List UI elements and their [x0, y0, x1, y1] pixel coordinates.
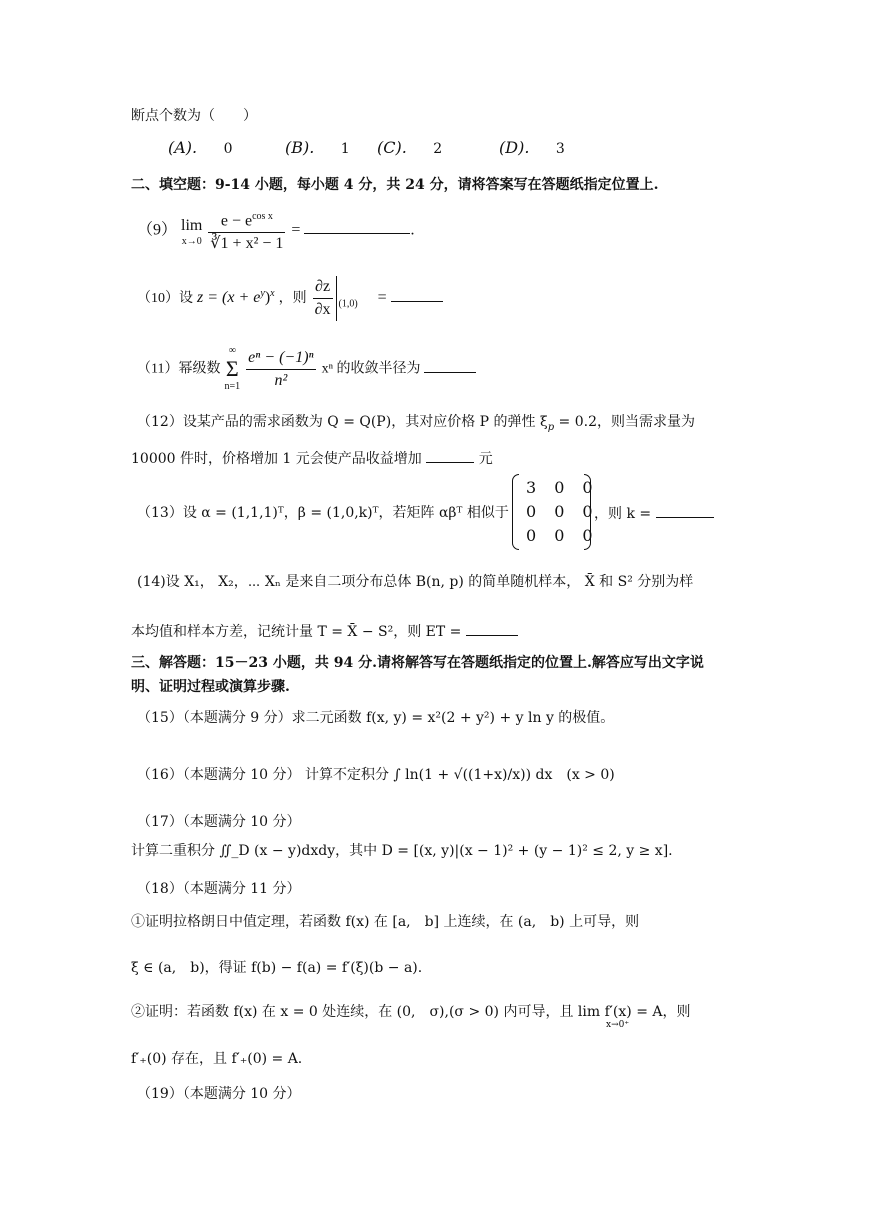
q11-sum-top: ∞	[228, 345, 236, 356]
q9-lim: lim	[181, 216, 203, 234]
option-b-label: (B).	[285, 138, 315, 157]
q11-fraction	[246, 347, 315, 392]
q13-after-line	[594, 503, 714, 524]
q10-mid: ，则	[278, 291, 307, 307]
q10-close: )	[264, 289, 271, 307]
matrix-row-3	[526, 526, 593, 545]
matrix-cell: 0	[582, 526, 593, 545]
q12-line2-end: 元	[478, 451, 493, 467]
option-a	[168, 138, 233, 157]
option-c-value: 2	[433, 141, 443, 157]
q9-end: .	[410, 221, 415, 239]
option-a-label: (A).	[168, 138, 198, 157]
section2-header: 二、填空题：9-14 小题，每小题 4 分，共 24 分，请将答案写在答题纸指定位置上.	[131, 177, 659, 193]
matrix-row-1	[526, 478, 593, 497]
q11	[137, 345, 476, 393]
q18-part2a: ②证明：若函数 f(x) 在 x = 0 处连续，在 (0, σ),(σ > 0) 内可导，且 lim f′(x) = A，则	[131, 1004, 691, 1020]
q12-line2-text: 10000 件时，价格增加 1 元会使产品收益增加	[131, 451, 422, 467]
q11-sum-bottom: n=1	[224, 381, 241, 392]
option-d-label: (D).	[499, 138, 530, 157]
option-b-value: 1	[340, 141, 350, 157]
q14-line2-text: 本均值和样本方差，记统计量 T = X̄ − S²，则 ET =	[131, 624, 462, 640]
q10	[137, 276, 443, 321]
q10-expr: z = (x + e	[197, 289, 261, 307]
matrix-left-bracket	[512, 474, 519, 550]
q10-sup-x: x	[270, 287, 275, 299]
q12-line1-text: （12）设某产品的需求函数为 Q = Q(P)，其对应价格 P 的弹性 ξ	[137, 414, 548, 430]
q18-part2b: f′₊(0) 存在，且 f′₊(0) = A.	[131, 1051, 303, 1067]
q14-line2	[131, 621, 518, 642]
q13-text: （13）设 α = (1,1,1)ᵀ，β = (1,0,k)ᵀ，若矩阵 αβᵀ 相似于	[137, 505, 509, 521]
q9-limit	[181, 215, 202, 247]
q12-line2	[131, 448, 493, 469]
q10-answer-blank	[391, 287, 443, 302]
q16: （16）（本题满分 10 分） 计算不定积分 ∫ ln(1 + √((1+x)/x)) dx (x > 0)	[137, 767, 615, 783]
q9-equals: =	[291, 221, 301, 239]
q11-answer-blank	[424, 358, 476, 373]
q9-numerator: e − e	[220, 212, 253, 230]
matrix-cell: 0	[554, 502, 565, 521]
q10-partial	[313, 276, 337, 321]
q9-denominator: ∛1 + x² − 1	[210, 235, 284, 253]
option-c-label: (C).	[377, 138, 407, 157]
q9-number: （9）	[137, 221, 178, 239]
matrix-cell: 0	[582, 478, 593, 497]
section3-header-2: 明、证明过程或演算步骤.	[131, 679, 290, 695]
matrix-cell: 0	[554, 478, 565, 497]
q10-equals: =	[377, 289, 387, 307]
option-c	[377, 138, 442, 157]
matrix-row-2	[526, 502, 593, 521]
matrix-cell: 0	[582, 502, 593, 521]
q11-after: xⁿ 的收敛半径为	[321, 361, 421, 377]
option-b	[285, 138, 350, 157]
q10-partial-num: ∂z	[313, 276, 333, 299]
matrix-cell: 0	[526, 526, 537, 545]
q10-sup-y: y	[260, 287, 265, 299]
q19-head: （19）（本题满分 10 分）	[137, 1086, 301, 1102]
q11-sum	[224, 345, 240, 393]
q13-matrix	[512, 474, 592, 550]
q15: （15）（本题满分 9 分）求二元函数 f(x, y) = x²(2 + y²) + y ln y 的极值。	[137, 710, 615, 726]
matrix-right-bracket	[584, 474, 591, 550]
q18-lim-sub: x→0⁺	[606, 1020, 630, 1030]
q9	[137, 206, 414, 255]
q11-number: （11）幂级数	[137, 361, 221, 377]
sigma-icon: Σ	[225, 356, 239, 381]
matrix-cell: 0	[526, 502, 537, 521]
section3-header-1: 三、解答题：15－23 小题，共 94 分.请将解答写在答题纸指定的位置上.解答应写出文字说	[131, 655, 704, 671]
q10-number: （10）设	[137, 291, 193, 307]
q11-numerator: eⁿ − (−1)ⁿ	[246, 347, 315, 370]
option-a-value: 0	[223, 141, 233, 157]
q12-line1	[137, 412, 695, 438]
q17-body: 计算二重积分 ∬_D (x − y)dxdy，其中 D = [(x, y)|(x − 1)² + (y − 1)² ≤ 2, y ≥ x].	[131, 843, 673, 859]
q18-head: （18）（本题满分 11 分）	[137, 881, 301, 897]
option-d	[499, 138, 565, 157]
q18-part1b: ξ ∈ (a, b)，得证 f(b) − f(a) = f′(ξ)(b − a).	[131, 960, 423, 976]
q12-sub: p	[547, 421, 555, 433]
q9-fraction	[208, 206, 285, 255]
q18-part1a: ①证明拉格朗日中值定理，若函数 f(x) 在 [a, b] 上连续，在 (a, b) 上可导，则	[131, 914, 640, 930]
q9-lim-sub: x→0	[181, 235, 202, 247]
q11-denominator: n²	[274, 371, 288, 389]
q12-answer-blank	[426, 448, 474, 463]
q12-line1-end: = 0.2，则当需求量为	[554, 414, 695, 430]
q9-answer-blank	[304, 219, 410, 234]
q17-head: （17）（本题满分 10 分）	[137, 814, 301, 830]
q10-eval-point: (1,0)	[338, 298, 358, 310]
q13-answer-blank	[656, 503, 714, 518]
q13-after: ，则 k =	[594, 506, 652, 522]
q8-tail: 断点个数为（ ）	[131, 108, 257, 124]
q9-numerator-sup: cos x	[252, 211, 273, 222]
q14-answer-blank	[466, 621, 518, 636]
q14-line1: (14)设 X₁， X₂，⋯ Xₙ 是来自二项分布总体 B(n, p) 的简单随机样本， X̄ 和 S² 分别为样	[137, 574, 694, 590]
option-d-value: 3	[555, 141, 565, 157]
q10-partial-den: ∂x	[314, 301, 331, 318]
matrix-cell: 3	[526, 478, 537, 497]
matrix-cell: 0	[554, 526, 565, 545]
